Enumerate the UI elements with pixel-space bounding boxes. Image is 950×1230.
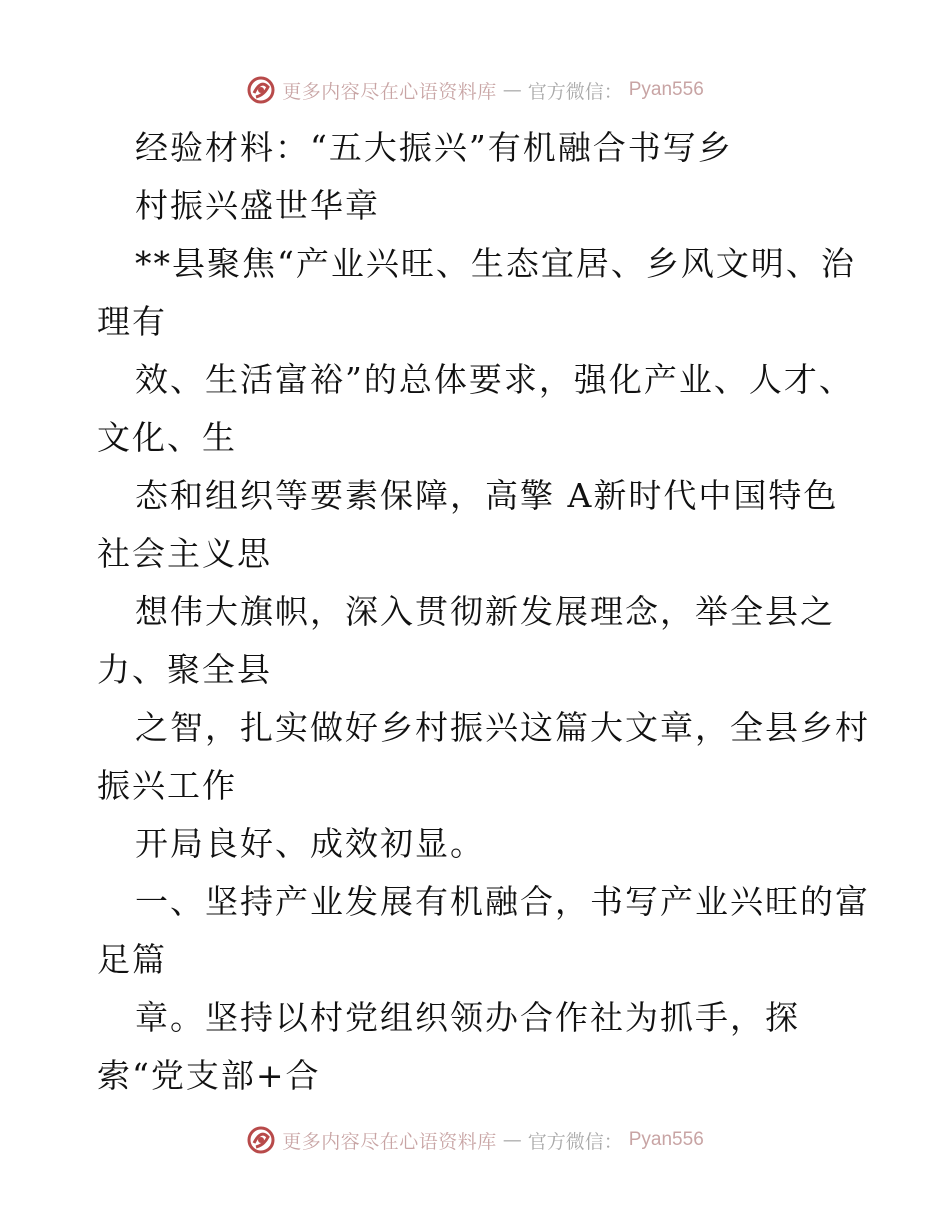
title-line-1: 经验材料：“五大振兴”有机融合书写乡 xyxy=(135,128,733,167)
paragraph-line: 力、聚全县 xyxy=(97,650,272,689)
banner-wechat-id: Pyan556 xyxy=(628,1129,704,1150)
paragraph-line: 想伟大旗帜，深入贯彻新发展理念，举全县之 xyxy=(135,592,835,631)
banner-separator: — xyxy=(502,1129,522,1151)
paragraph-line: 效、生活富裕”的总体要求，强化产业、人才、 xyxy=(135,360,854,399)
red-swirl-logo-icon xyxy=(246,1125,276,1155)
paragraph-line: 章。坚持以村党组织领办合作社为抓手，探 xyxy=(135,998,800,1037)
section-heading-line: 足篇 xyxy=(97,940,167,979)
banner-separator: — xyxy=(502,79,522,101)
header-watermark-banner xyxy=(0,72,950,108)
paragraph-line: 之智，扎实做好乡村振兴这篇大文章，全县乡村 xyxy=(135,708,870,747)
banner-text: 更多内容尽在心语资料库 xyxy=(282,1130,497,1153)
title-line-2: 村振兴盛世华章 xyxy=(135,186,380,225)
paragraph-line: 索“党支部+合 xyxy=(97,1056,321,1095)
banner-wechat-id: Pyan556 xyxy=(628,79,704,100)
paragraph-line: 开局良好、成效初显。 xyxy=(135,824,485,863)
banner-wechat-label: 官方微信： xyxy=(527,80,623,103)
paragraph-line: 振兴工作 xyxy=(97,766,237,805)
paragraph-line: **县聚焦“产业兴旺、生态宜居、乡风文明、治 xyxy=(135,244,856,283)
footer-watermark-banner xyxy=(0,1122,950,1158)
red-swirl-logo-icon xyxy=(246,75,276,105)
paragraph-line: 文化、生 xyxy=(97,418,237,457)
paragraph-line: 态和组织等要素保障，高擎 A新时代中国特色 xyxy=(135,476,839,515)
banner-wechat-label: 官方微信： xyxy=(527,1130,623,1153)
banner-text: 更多内容尽在心语资料库 xyxy=(282,80,497,103)
paragraph-line: 理有 xyxy=(97,302,167,341)
section-heading-line: 一、坚持产业发展有机融合，书写产业兴旺的富 xyxy=(135,882,870,921)
paragraph-line: 社会主义思 xyxy=(97,534,272,573)
